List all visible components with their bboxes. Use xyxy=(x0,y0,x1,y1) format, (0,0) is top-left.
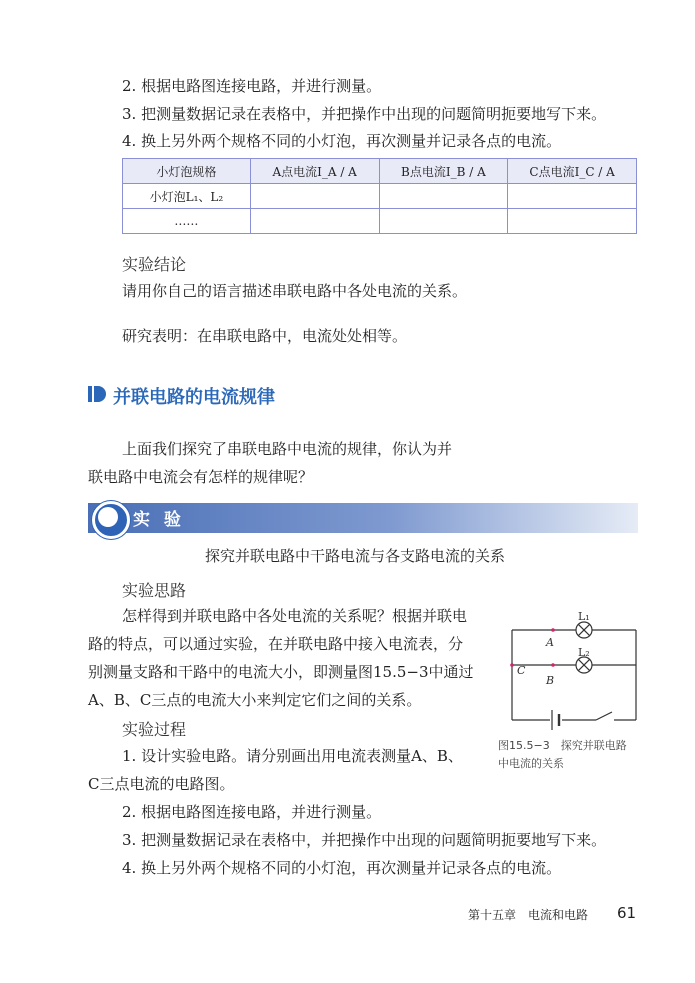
process-heading: 实验过程 xyxy=(122,720,187,739)
label-b: B xyxy=(546,674,555,687)
idea-line: 怎样得到并联电路中各处电流的关系呢？根据并联电 xyxy=(122,607,468,625)
label-l1: L₁ xyxy=(578,610,590,623)
label-l2: L₂ xyxy=(578,646,590,659)
section-title: 并联电路的电流规律 xyxy=(113,387,275,408)
point-c-marker xyxy=(510,663,514,667)
idea-line: 别测量支路和干路中的电流大小，即测量图15.5−3中通过 xyxy=(88,663,474,681)
label-a: A xyxy=(546,636,554,649)
idea-heading: 实验思路 xyxy=(122,581,187,600)
research-result: 研究表明：在串联电路中，电流处处相等。 xyxy=(122,327,408,345)
table-row xyxy=(123,209,637,234)
table-cell xyxy=(508,184,637,209)
table-header-row xyxy=(123,159,637,184)
label-c: C xyxy=(517,664,526,677)
point-a-marker xyxy=(551,628,555,632)
step-4-top: 4. 换上另外两个规格不同的小灯泡，再次测量并记录各点的电流。 xyxy=(122,132,562,150)
step-3-top: 3. 把测量数据记录在表格中，并把操作中出现的问题简明扼要地写下来。 xyxy=(122,105,607,123)
conclusion-heading: 实验结论 xyxy=(122,255,187,274)
table-cell xyxy=(250,209,379,234)
chapter-footer: 第十五章 电流和电路 xyxy=(468,908,589,922)
table-cell xyxy=(250,184,379,209)
figure-caption-line2: 中电流的关系 xyxy=(498,757,564,770)
process-line: 3. 把测量数据记录在表格中，并把操作中出现的问题简明扼要地写下来。 xyxy=(122,831,607,849)
measurement-table xyxy=(122,158,637,234)
table-cell xyxy=(508,209,637,234)
page-number: 61 xyxy=(617,904,637,922)
table-cell: 小灯泡L₁、L₂ xyxy=(123,184,251,209)
table-header-cell: B点电流I_B / A xyxy=(379,159,508,184)
table-cell xyxy=(379,209,508,234)
process-line: 1. 设计实验电路。请分别画出用电流表测量A、B、 xyxy=(122,747,463,765)
table-header-cell: 小灯泡规格 xyxy=(123,159,251,184)
table-header-cell: C点电流I_C / A xyxy=(508,159,637,184)
parallel-circuit-diagram xyxy=(498,608,648,730)
idea-line: 路的特点，可以通过实验，在并联电路中接入电流表，分 xyxy=(88,635,464,653)
process-line: 4. 换上另外两个规格不同的小灯泡，再次测量并记录各点的电流。 xyxy=(122,859,562,877)
section-intro-line1: 上面我们探究了串联电路中电流的规律，你认为并 xyxy=(122,440,453,458)
table-header-cell: A点电流I_A / A xyxy=(250,159,379,184)
figure-caption-line1: 图15.5−3 探究并联电路 xyxy=(498,739,627,752)
experiment-bubble-inner xyxy=(98,507,118,527)
idea-line: A、B、C三点的电流大小来判定它们之间的关系。 xyxy=(88,691,422,709)
table-cell xyxy=(379,184,508,209)
table-row xyxy=(123,184,637,209)
section-marker-icon xyxy=(88,385,106,407)
conclusion-text: 请用你自己的语言描述串联电路中各处电流的关系。 xyxy=(122,282,468,300)
section-intro-line2: 联电路中电流会有怎样的规律呢？ xyxy=(88,468,314,486)
process-line: 2. 根据电路图连接电路，并进行测量。 xyxy=(122,803,382,821)
step-2-top: 2. 根据电路图连接电路，并进行测量。 xyxy=(122,77,382,95)
experiment-title: 探究并联电路中干路电流与各支路电流的关系 xyxy=(205,547,506,565)
point-b-marker xyxy=(551,663,555,667)
experiment-banner-label: 实 验 xyxy=(133,510,185,530)
process-line: C三点电流的电路图。 xyxy=(88,775,235,793)
table-cell: …… xyxy=(123,209,251,234)
